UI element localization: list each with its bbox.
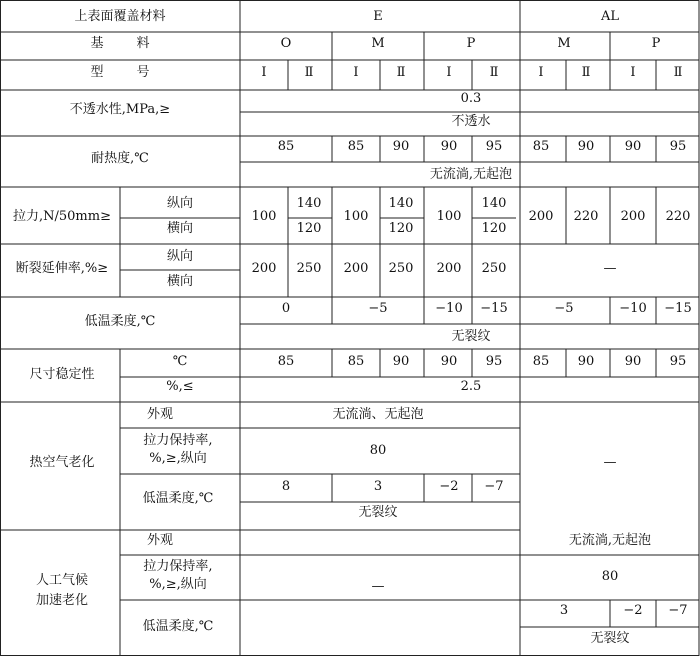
heat-aging-cold-result: 无裂纹 bbox=[358, 505, 398, 520]
elongation-sub-trans: 横向 bbox=[166, 274, 194, 289]
dimension-temp: 95 bbox=[485, 354, 503, 369]
uv-aging-label: 加速老化 bbox=[35, 593, 89, 608]
tensile-sub-long: 纵向 bbox=[166, 196, 194, 211]
uv-aging-e-dash: — bbox=[371, 579, 385, 594]
uv-aging-cold-result: 无裂纹 bbox=[590, 631, 630, 646]
cover-e-label: E bbox=[373, 9, 383, 24]
heat-value: 90 bbox=[440, 139, 458, 154]
base-o-label: O bbox=[280, 36, 292, 51]
heat-aging-sub-retention: 拉力保持率, bbox=[143, 433, 213, 448]
tensile-value: 140 bbox=[388, 196, 414, 211]
type-ii-label: Ⅱ bbox=[673, 65, 683, 80]
heat-aging-label: 热空气老化 bbox=[29, 455, 95, 470]
heat-aging-cold: −7 bbox=[484, 479, 504, 494]
dimension-sub-pct: %,≤ bbox=[166, 379, 194, 394]
elongation-value: 250 bbox=[296, 261, 322, 276]
elongation-value: 250 bbox=[388, 261, 414, 276]
tensile-value: 100 bbox=[343, 209, 369, 224]
base-p-al-label: P bbox=[651, 36, 661, 51]
water-result: 不透水 bbox=[451, 114, 491, 129]
tensile-value: 120 bbox=[481, 221, 507, 236]
uv-aging-sub-retention: %,≥,纵向 bbox=[149, 577, 207, 592]
uv-aging-sub-retention: 拉力保持率, bbox=[143, 559, 213, 574]
water-label: 不透水性,MPa,≥ bbox=[69, 102, 171, 117]
type-ii-label: Ⅱ bbox=[581, 65, 591, 80]
tensile-value: 220 bbox=[573, 209, 599, 224]
uv-aging-cold: 3 bbox=[559, 603, 569, 618]
dimension-temp: 85 bbox=[347, 354, 365, 369]
cold-value: −10 bbox=[435, 301, 463, 316]
type-ii-label: Ⅱ bbox=[396, 65, 406, 80]
cover-material-label: 上表面覆盖材料 bbox=[74, 9, 166, 24]
cold-label: 低温柔度,℃ bbox=[84, 314, 156, 329]
dimension-pct: 2.5 bbox=[460, 379, 482, 394]
tensile-value: 220 bbox=[665, 209, 691, 224]
tensile-value: 100 bbox=[251, 209, 277, 224]
cold-value: −15 bbox=[480, 301, 508, 316]
dimension-temp: 85 bbox=[277, 354, 295, 369]
heat-value: 85 bbox=[532, 139, 550, 154]
tensile-value: 200 bbox=[620, 209, 646, 224]
uv-aging-sub-appearance: 外观 bbox=[146, 533, 174, 548]
elongation-sub-long: 纵向 bbox=[166, 249, 194, 264]
base-p-label: P bbox=[466, 36, 476, 51]
heat-aging-al-dash: — bbox=[603, 455, 617, 470]
heat-value: 85 bbox=[277, 139, 295, 154]
type-ii-label: Ⅱ bbox=[304, 65, 314, 80]
heat-value: 95 bbox=[485, 139, 503, 154]
heat-value: 85 bbox=[347, 139, 365, 154]
heat-result: 无流淌,无起泡 bbox=[429, 167, 513, 182]
tensile-value: 100 bbox=[436, 209, 462, 224]
elongation-value: 250 bbox=[481, 261, 507, 276]
elongation-al-dash: — bbox=[603, 261, 617, 276]
dimension-temp: 90 bbox=[577, 354, 595, 369]
heat-aging-cold: 8 bbox=[281, 479, 291, 494]
type-label: 型 号 bbox=[90, 65, 150, 80]
uv-aging-appearance: 无流淌,无起泡 bbox=[568, 533, 652, 548]
dimension-temp: 85 bbox=[532, 354, 550, 369]
dimension-temp: 90 bbox=[440, 354, 458, 369]
tensile-sub-trans: 横向 bbox=[166, 221, 194, 236]
uv-aging-label: 人工气候 bbox=[35, 573, 89, 588]
heat-value: 90 bbox=[392, 139, 410, 154]
uv-aging-cold: −2 bbox=[623, 603, 643, 618]
type-i-label: Ⅰ bbox=[538, 65, 544, 80]
tensile-value: 140 bbox=[296, 196, 322, 211]
uv-aging-retention: 80 bbox=[601, 569, 619, 584]
heat-aging-appearance: 无流淌、无起泡 bbox=[332, 407, 424, 422]
heat-value: 90 bbox=[624, 139, 642, 154]
cold-value: −5 bbox=[368, 301, 388, 316]
uv-aging-sub-cold: 低温柔度,℃ bbox=[142, 619, 214, 634]
dimension-temp: 90 bbox=[392, 354, 410, 369]
tensile-value: 200 bbox=[528, 209, 554, 224]
heat-aging-sub-retention: %,≥,纵向 bbox=[149, 451, 207, 466]
tensile-value: 120 bbox=[388, 221, 414, 236]
dimension-label: 尺寸稳定性 bbox=[29, 367, 95, 382]
type-i-label: Ⅰ bbox=[261, 65, 267, 80]
cold-result: 无裂纹 bbox=[451, 329, 491, 344]
water-value: 0.3 bbox=[460, 91, 482, 106]
heat-aging-sub-appearance: 外观 bbox=[146, 407, 174, 422]
type-ii-label: Ⅱ bbox=[489, 65, 499, 80]
cold-value: 0 bbox=[281, 301, 291, 316]
cold-value: −5 bbox=[554, 301, 574, 316]
tensile-value: 120 bbox=[296, 221, 322, 236]
type-i-label: Ⅰ bbox=[630, 65, 636, 80]
base-m-label: M bbox=[371, 36, 385, 51]
dimension-temp: 90 bbox=[624, 354, 642, 369]
elongation-value: 200 bbox=[343, 261, 369, 276]
base-m-al-label: M bbox=[557, 36, 571, 51]
heat-aging-cold: −2 bbox=[439, 479, 459, 494]
cold-value: −10 bbox=[619, 301, 647, 316]
tensile-value: 140 bbox=[481, 196, 507, 211]
heat-aging-retention: 80 bbox=[369, 443, 387, 458]
elongation-label: 断裂延伸率,%≥ bbox=[15, 261, 109, 276]
cover-al-label: AL bbox=[600, 9, 620, 24]
cold-value: −15 bbox=[664, 301, 692, 316]
heat-value: 95 bbox=[669, 139, 687, 154]
type-i-label: Ⅰ bbox=[353, 65, 359, 80]
heat-value: 90 bbox=[577, 139, 595, 154]
heat-label: 耐热度,℃ bbox=[91, 151, 149, 166]
elongation-value: 200 bbox=[436, 261, 462, 276]
heat-aging-sub-cold: 低温柔度,℃ bbox=[142, 491, 214, 506]
tensile-label: 拉力,N/50mm≥ bbox=[13, 209, 111, 224]
type-i-label: Ⅰ bbox=[446, 65, 452, 80]
dimension-temp: 95 bbox=[669, 354, 687, 369]
uv-aging-cold: −7 bbox=[668, 603, 688, 618]
dimension-sub-temp: ℃ bbox=[172, 354, 188, 369]
base-label: 基 料 bbox=[90, 36, 150, 51]
elongation-value: 200 bbox=[251, 261, 277, 276]
heat-aging-cold: 3 bbox=[373, 479, 383, 494]
